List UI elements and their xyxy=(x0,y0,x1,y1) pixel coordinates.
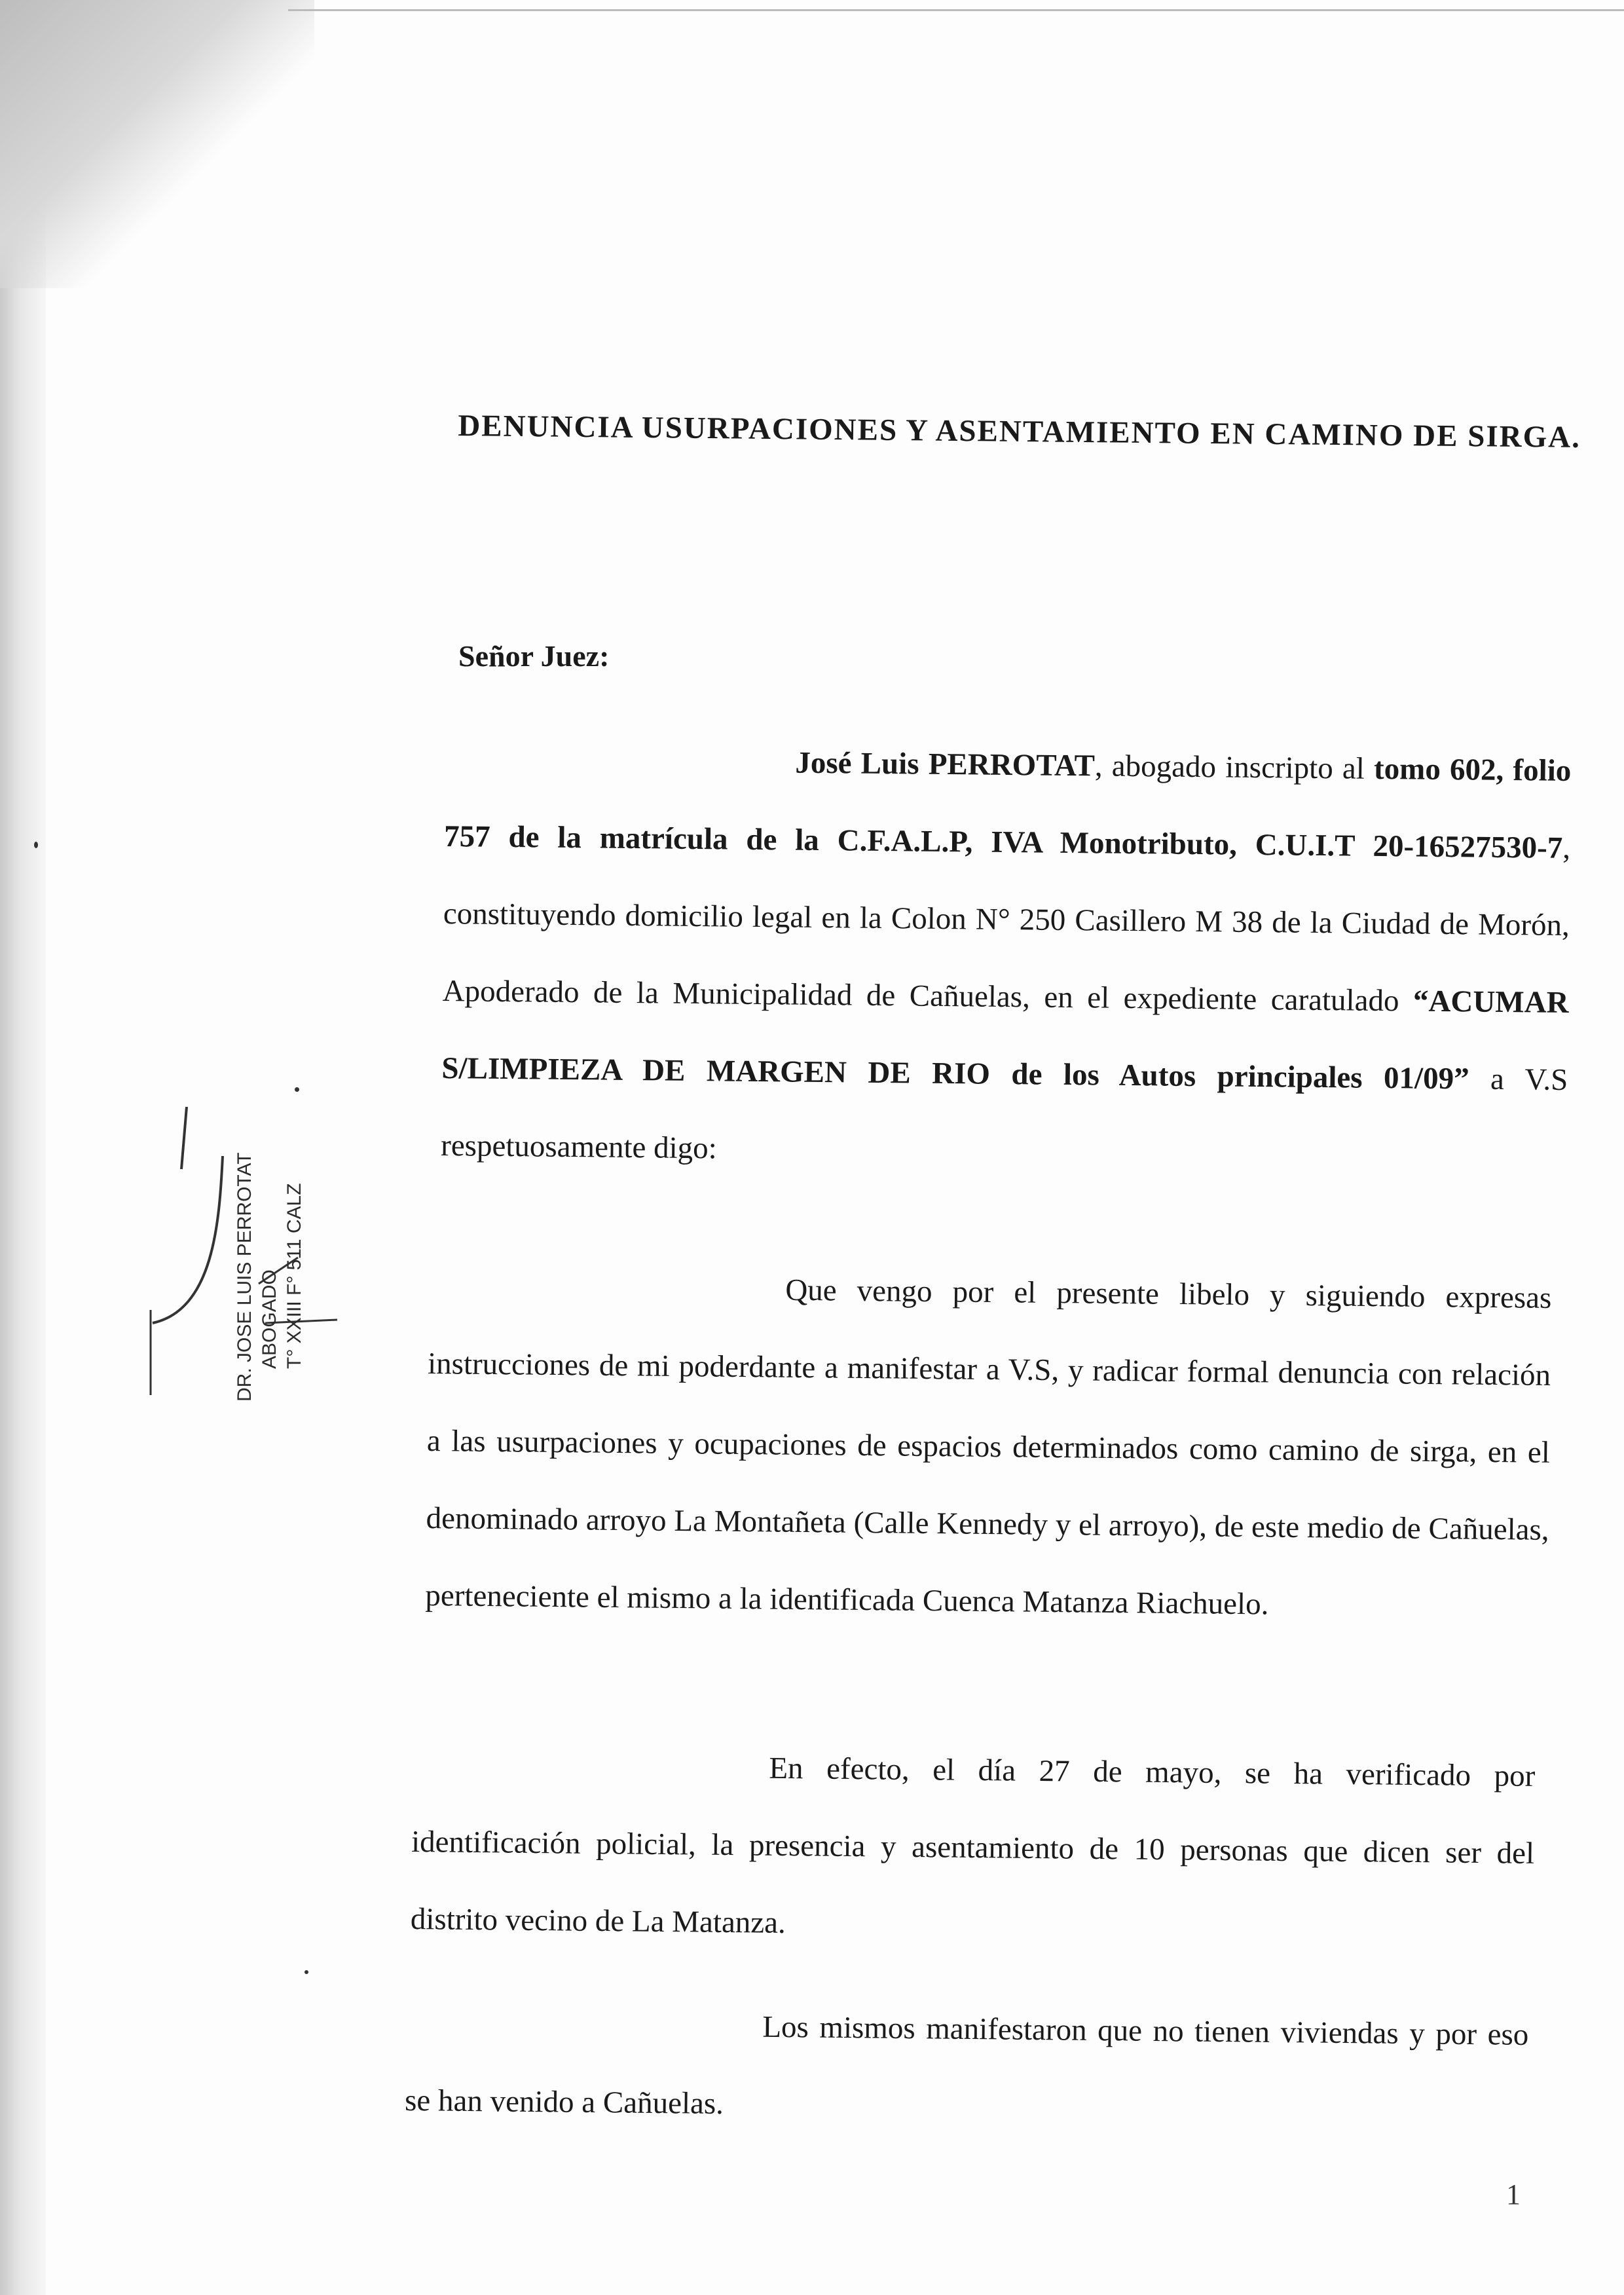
scan-speck xyxy=(304,1970,308,1974)
scan-left-edge xyxy=(0,0,46,2295)
lawyer-name: José Luis PERROTAT xyxy=(795,745,1096,783)
complaint-text: Que vengo por el presente libelo y siguiendo expresas instrucciones de mi poderdante a manifestar a V.S, y radicar formal denuncia con relación a las usurpaciones y ocupaciones de espacios determinados como camino de sirga, en el denominado arroyo La Montañeta (Calle Kennedy y el arroyo), de este medio de Cañuelas, perteneciente el mismo a la identificada Cuenca Matanza Riachuelo. xyxy=(425,1273,1552,1622)
page-number: 1 xyxy=(1506,2178,1521,2211)
paragraph-statement xyxy=(405,1985,1529,2151)
intro-text-1: , abogado inscripto al xyxy=(1094,749,1375,786)
stamp-line-registration: T° XXIII F° 511 CALZ xyxy=(284,1183,305,1369)
stamp-text xyxy=(232,1152,307,1402)
intro-text-3: a V.S respetuosamente digo: xyxy=(440,1062,1568,1166)
facts-text: En efecto, el día 27 de mayo, se ha verificado por identificación policial, la presencia y asentamiento de 10 personas que dicen ser del distrito vecino de La Matanza. xyxy=(410,1751,1536,1940)
scan-speck xyxy=(295,1087,299,1092)
case-caption: “ACUMAR S/LIMPIEZA DE MARGEN DE RIO de los Autos principales 01/09” xyxy=(441,984,1569,1096)
intro-text-2: , constituyendo domicilio legal en la Colon N° 250 Casillero M 38 de la Ciudad de Morón, Apoderado de la Municipalidad de Cañuelas, en el expediente caratulado xyxy=(442,830,1571,1018)
salutation: Señor Juez: xyxy=(458,639,610,673)
document-title: DENUNCIA USURPACIONES Y ASENTAMIENTO EN CAMINO DE SIRGA. xyxy=(458,408,1581,455)
paragraph-facts xyxy=(410,1726,1536,1969)
scan-top-edge xyxy=(288,9,1624,11)
paragraph-intro xyxy=(441,720,1572,1196)
lawyer-stamp xyxy=(141,1094,350,1408)
stamp-line-title: ABOGADO xyxy=(259,1269,280,1369)
statement-text: Los mismos manifestaron que no tienen viviendas y por eso se han venido a Cañuelas. xyxy=(404,2009,1529,2121)
stamp-line-name: DR. JOSE LUIS PERROTAT xyxy=(234,1152,255,1402)
scan-speck xyxy=(34,842,38,848)
folded-corner xyxy=(0,0,314,288)
registration-details: tomo 602, folio 757 de la matrícula de la C.F.A.L.P, IVA Monotributo, C.U.I.T 20-16527530-7 xyxy=(443,751,1572,865)
paragraph-complaint xyxy=(425,1248,1552,1646)
